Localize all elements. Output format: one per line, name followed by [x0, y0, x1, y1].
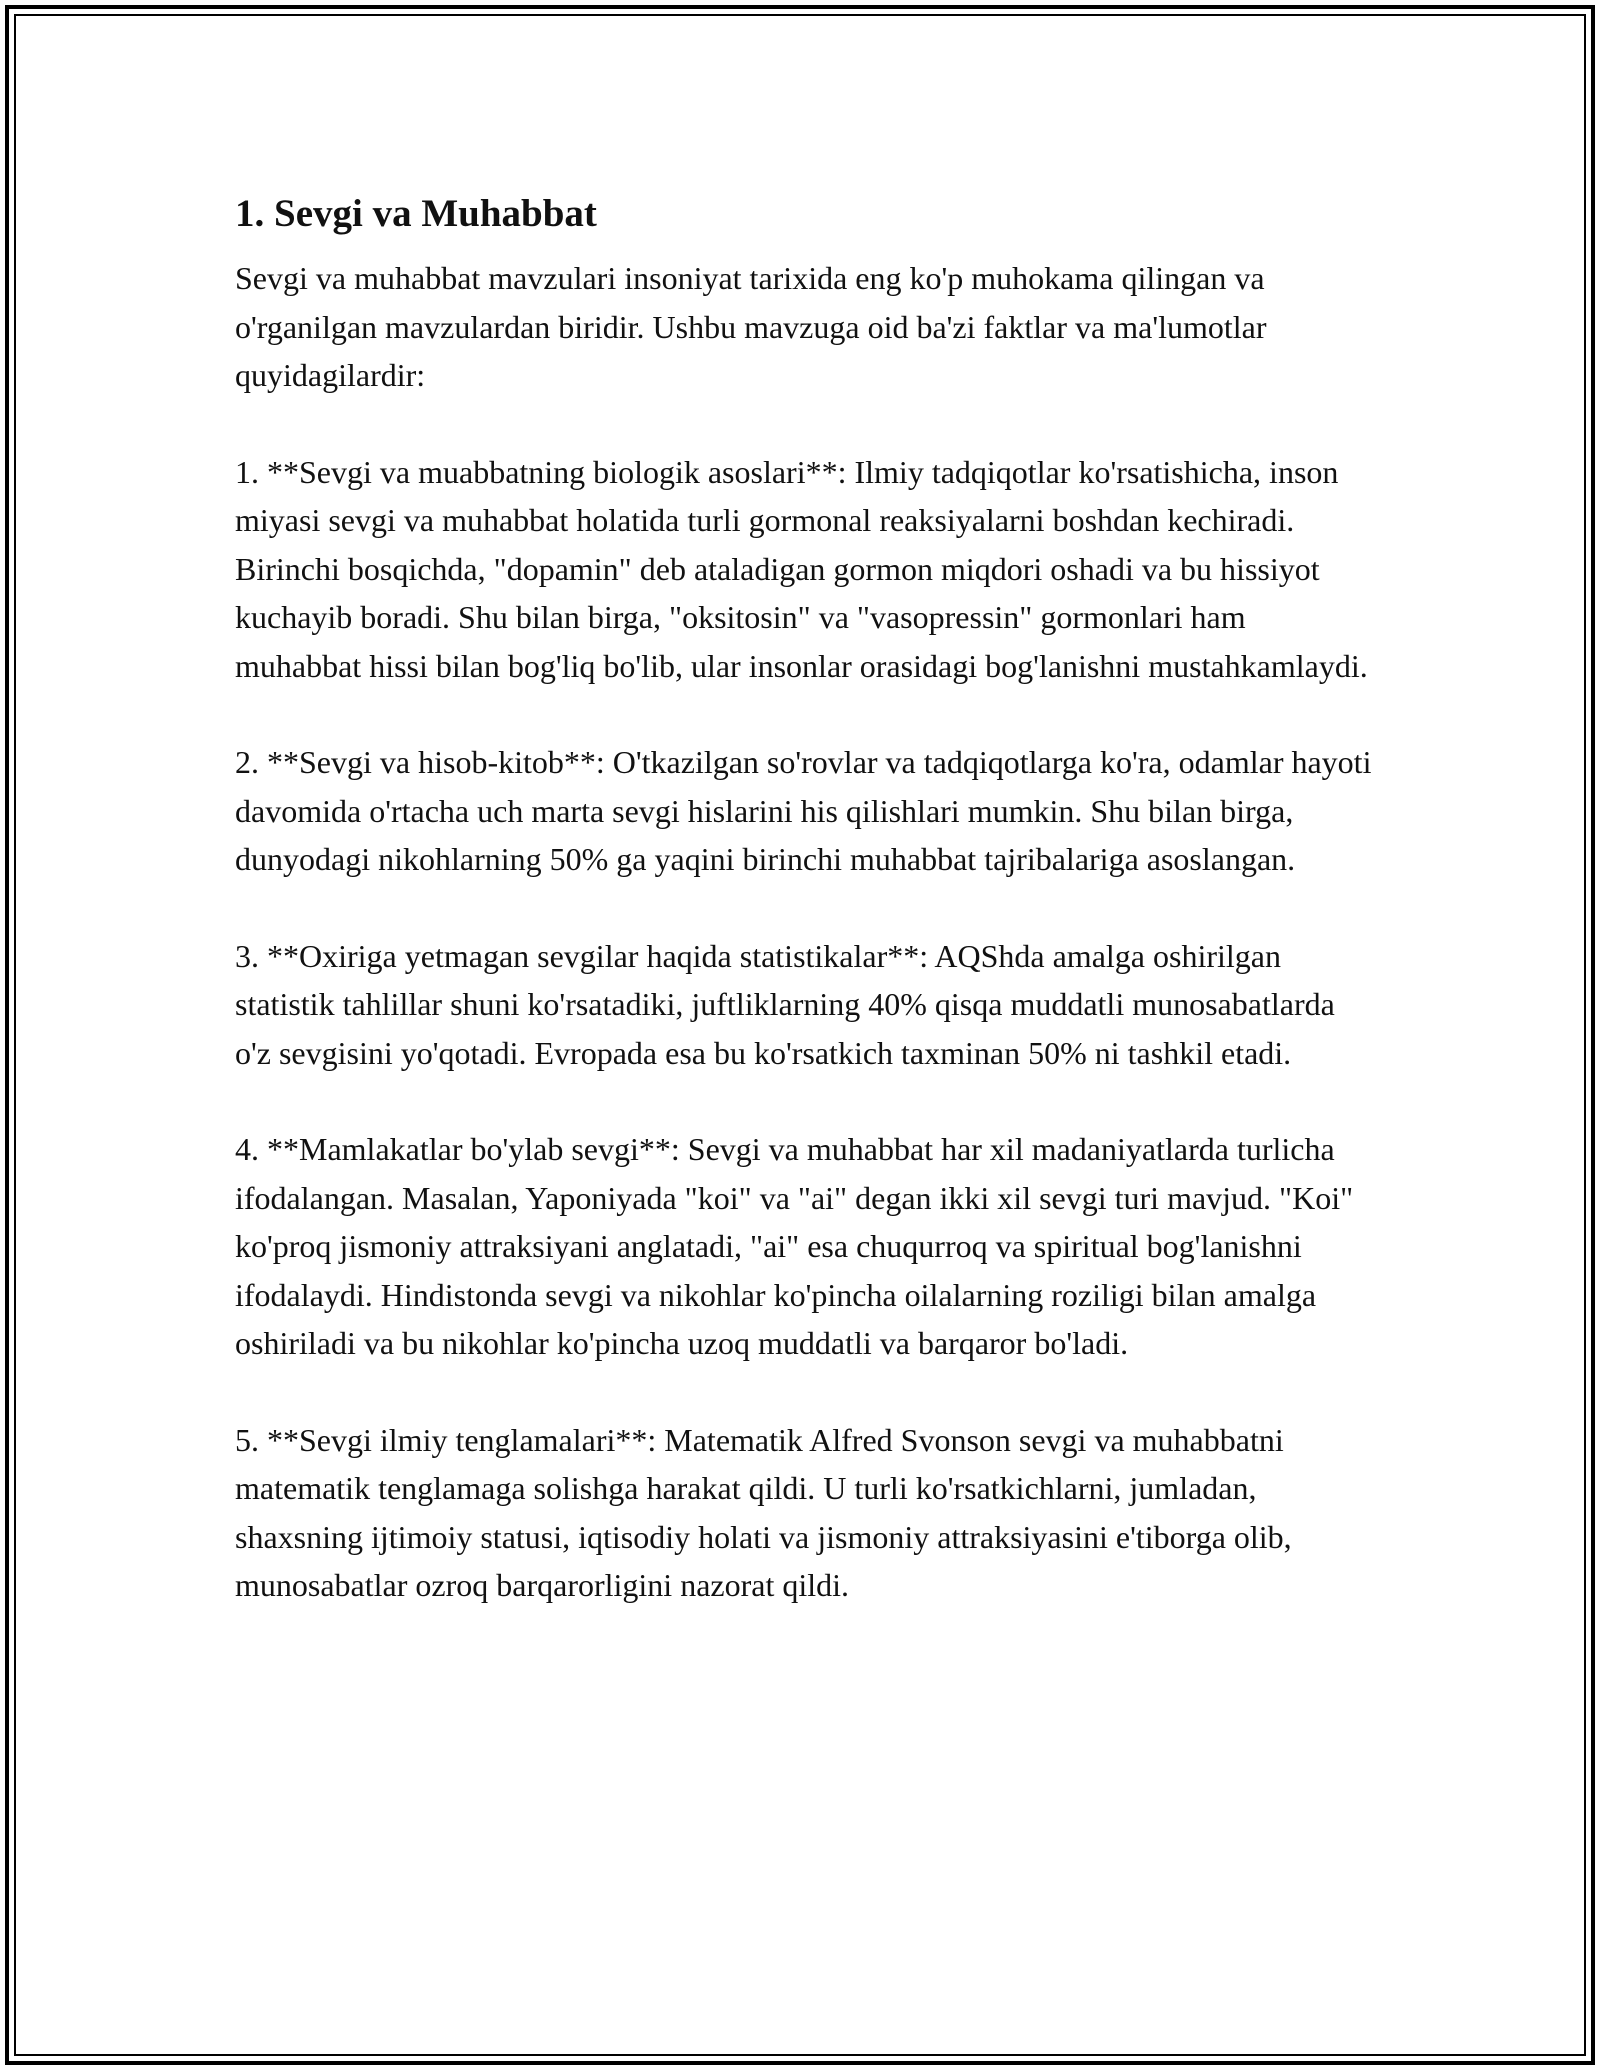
document-title: 1. Sevgi va Muhabbat — [235, 192, 597, 235]
document-body — [235, 186, 1375, 1658]
fact-paragraph-2: 2. **Sevgi va hisob-kitob**: O'tkazilgan so'rovlar va tadqiqotlarga ko'ra, odamlar hayoti davomida o'rtacha uch marta sevgi hislarini his qilishlari mumkin. Shu bilan birga, dunyodagi nikohlarning 50% ga yaqini birinchi muhabbat tajribalariga asoslangan. — [235, 744, 1372, 877]
fact-paragraph-3: 3. **Oxiriga yetmagan sevgilar haqida statistikalar**: AQShda amalga oshirilgan statistik tahlillar shuni ko'rsatadiki, juftliklarning 40% qisqa muddatli munosabatlarda o'z sevgisini yo'qotadi. Evropada esa bu ko'rsatkich taxminan 50% ni tashkil etadi. — [235, 937, 1335, 1071]
intro-paragraph: Sevgi va muhabbat mavzulari insoniyat tarixida eng ko'p muhokama qilingan va o'rganilgan mavzulardan biridir. Ushbu mavzuga oid ba'zi faktlar va ma'lumotlar quyidagilardir: — [235, 260, 1267, 393]
fact-paragraph-1: 1. **Sevgi va muabbatning biologik asoslari**: Ilmiy tadqiqotlar ko'rsatishicha, inson miyasi sevgi va muhabbat holatida turli gormonal reaksiyalarni boshdan kechiradi. Birinchi bosqichda, "dopamin" deb ataladigan gormon miqdori oshadi va bu hissiyot kuchayib boradi. Shu bilan birga, "oksitosin" va "vasopressin" gormonlari ham muhabbat hissi bilan bog'liq bo'lib, ular insonlar orasidagi bog'lanishni mustahkamlaydi. — [235, 453, 1368, 684]
fact-paragraph-5: 5. **Sevgi ilmiy tenglamalari**: Matematik Alfred Svonson sevgi va muhabbatni matematik tenglamaga solishga harakat qildi. U turli ko'rsatkichlarni, jumladan, shaxsning ijtimoiy statusi, iqtisodiy holati va jismoniy attraksiyasini e'tiborga olib, munosabatlar ozroq barqarorligini nazorat qildi. — [235, 1421, 1292, 1603]
fact-paragraph-4: 4. **Mamlakatlar bo'ylab sevgi**: Sevgi va muhabbat har xil madaniyatlarda turlicha ifodalangan. Masalan, Yaponiyada "koi" va "ai" degan ikki xil sevgi turi mavjud. "Koi" ko'proq jismoniy attraksiyani anglatadi, "ai" esa chuqurroq va spiritual bog'lanishni ifodalaydi. Hindistonda sevgi va nikohlar ko'pincha oilalarning roziligi bilan amalga oshiriladi va bu nikohlar ko'pincha uzoq muddatli va barqaror bo'ladi. — [235, 1131, 1354, 1361]
